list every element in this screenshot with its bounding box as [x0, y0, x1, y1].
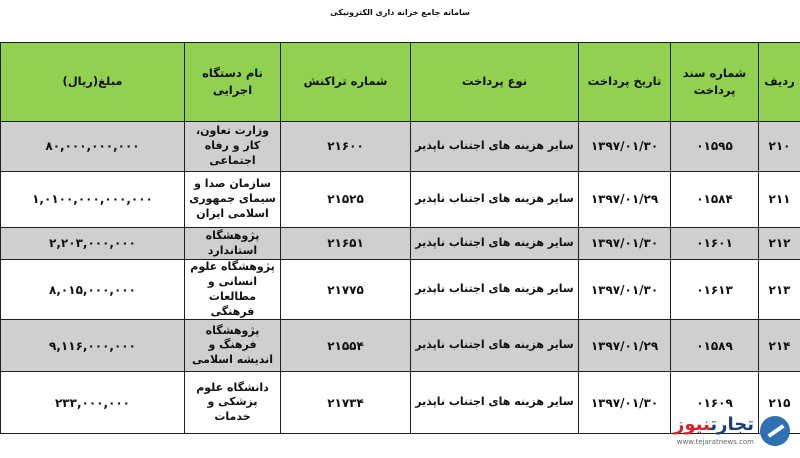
cell-payment-date: ۱۳۹۷/۰۱/۳۰	[579, 122, 671, 172]
cell-transaction-number: ۲۱۶۵۱	[281, 228, 411, 260]
cell-amount: ۲۳۳,۰۰۰,۰۰۰	[1, 372, 185, 434]
cell-doc-number: ۰۱۶۰۱	[671, 228, 759, 260]
cell-transaction-number: ۲۱۷۳۴	[281, 372, 411, 434]
cell-transaction-number: ۲۱۶۰۰	[281, 122, 411, 172]
cell-payment-date: ۱۳۹۷/۰۱/۳۰	[579, 372, 671, 434]
header-agency-name: نام دستگاه اجرایی	[185, 43, 281, 122]
cell-doc-number: ۰۱۵۹۵	[671, 122, 759, 172]
header-row-number: ردیف	[759, 43, 800, 122]
cell-payment-date: ۱۳۹۷/۰۱/۲۹	[579, 172, 671, 228]
logo-name-part2: نیوز	[674, 414, 711, 435]
header-payment-type: نوع پرداخت	[411, 43, 579, 122]
cell-agency-name: دانشگاه علوم پزشکی و خدمات	[185, 372, 281, 434]
cell-payment-type: سایر هزینه های اجتناب ناپذیر	[411, 172, 579, 228]
table-row	[1, 122, 800, 172]
cell-row-number: ۲۱۱	[759, 172, 800, 228]
cell-payment-date: ۱۳۹۷/۰۱/۳۰	[579, 228, 671, 260]
table-row	[1, 320, 800, 372]
table-header-row	[1, 43, 800, 122]
logo-wordmark	[674, 414, 754, 435]
cell-row-number: ۲۱۵	[759, 372, 800, 434]
logo-site-url: www.tejaratnews.com	[676, 438, 754, 446]
cell-amount: ۱,۰۱۰۰,۰۰۰,۰۰۰,۰۰۰	[1, 172, 185, 228]
cell-payment-date: ۱۳۹۷/۰۱/۲۹	[579, 320, 671, 372]
payments-table	[0, 42, 800, 434]
cell-row-number: ۲۱۴	[759, 320, 800, 372]
cell-payment-date: ۱۳۹۷/۰۱/۳۰	[579, 260, 671, 320]
logo-name-part1: تجارت	[710, 414, 754, 435]
cell-row-number: ۲۱۲	[759, 228, 800, 260]
cell-doc-number: ۰۱۵۸۹	[671, 320, 759, 372]
cell-amount: ۹,۱۱۶,۰۰۰,۰۰۰	[1, 320, 185, 372]
table-row	[1, 228, 800, 260]
cell-amount: ۸,۰۱۵,۰۰۰,۰۰۰	[1, 260, 185, 320]
cell-transaction-number: ۲۱۵۵۴	[281, 320, 411, 372]
cell-agency-name: پژوهشگاه علوم انسانی و مطالعات فرهنگی	[185, 260, 281, 320]
cell-amount: ۸۰,۰۰۰,۰۰۰,۰۰۰	[1, 122, 185, 172]
table-row	[1, 172, 800, 228]
cell-agency-name: پژوهشگاه استاندارد	[185, 228, 281, 260]
cell-agency-name: پژوهشگاه فرهنگ و اندیشه اسلامی	[185, 320, 281, 372]
cell-row-number: ۲۱۰	[759, 122, 800, 172]
cell-payment-type: سایر هزینه های اجتناب ناپذیر	[411, 372, 579, 434]
cell-payment-type: سایر هزینه های اجتناب ناپذیر	[411, 122, 579, 172]
cell-payment-type: سایر هزینه های اجتناب ناپذیر	[411, 320, 579, 372]
cell-doc-number: ۰۱۶۱۳	[671, 260, 759, 320]
cell-agency-name: وزارت تعاون، کار و رفاه اجتماعی	[185, 122, 281, 172]
table-row	[1, 260, 800, 320]
header-payment-date: تاریخ پرداخت	[579, 43, 671, 122]
cell-amount: ۲,۲۰۳,۰۰۰,۰۰۰	[1, 228, 185, 260]
cell-payment-type: سایر هزینه های اجتناب ناپذیر	[411, 260, 579, 320]
tejaratnews-logo-icon	[760, 416, 790, 446]
cell-agency-name: سازمان صدا و سیمای جمهوری اسلامی ایران	[185, 172, 281, 228]
cell-row-number: ۲۱۳	[759, 260, 800, 320]
payments-table-wrapper	[0, 42, 800, 458]
cell-payment-type: سایر هزینه های اجتناب ناپذیر	[411, 228, 579, 260]
cell-doc-number: ۰۱۵۸۴	[671, 172, 759, 228]
header-amount: مبلغ(ریال)	[1, 43, 185, 122]
cell-transaction-number: ۲۱۵۲۵	[281, 172, 411, 228]
tejaratnews-logo	[640, 412, 790, 452]
header-doc-number: شماره سند پرداخت	[671, 43, 759, 122]
page-title: سامانه جامع خزانه داری الکترونیکی	[330, 8, 470, 17]
header-transaction-number: شماره تراکنش	[281, 43, 411, 122]
cell-transaction-number: ۲۱۷۷۵	[281, 260, 411, 320]
cell-doc-number: ۰۱۶۰۹	[671, 372, 759, 434]
